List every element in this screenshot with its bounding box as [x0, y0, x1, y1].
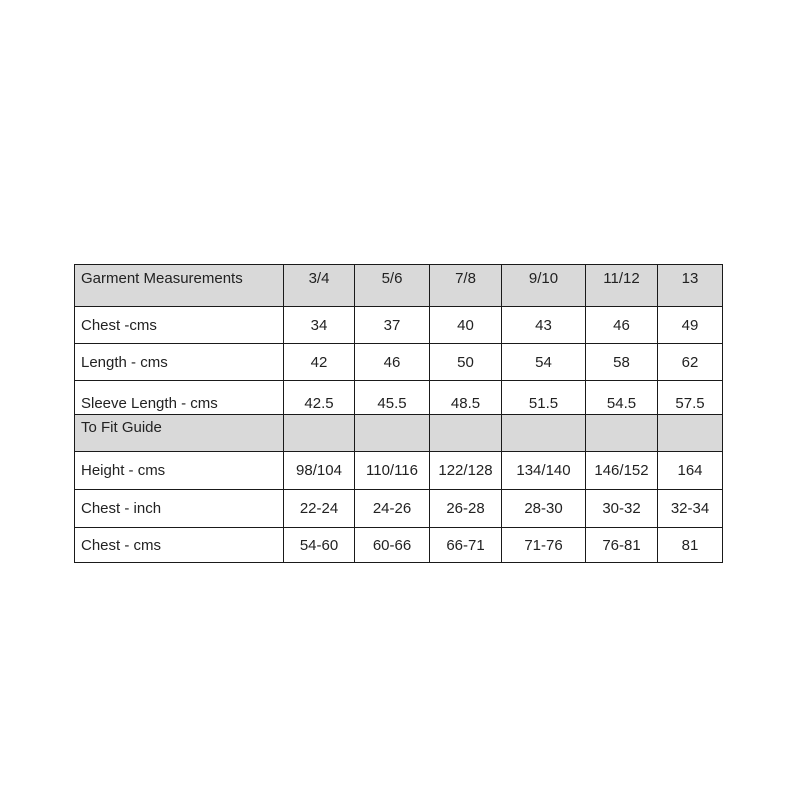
table-row — [75, 381, 723, 415]
table-cell: 98/104 — [284, 452, 355, 490]
size-header-cell: 11/12 — [586, 265, 658, 307]
table-cell: 122/128 — [430, 452, 502, 490]
table-cell: 49 — [658, 307, 723, 344]
row-label-cell: Chest - inch — [75, 490, 284, 528]
table-row — [75, 528, 723, 563]
table-cell: 30-32 — [586, 490, 658, 528]
empty-cell — [502, 415, 586, 452]
table-cell: 45.5 — [355, 381, 430, 415]
row-label-cell: Chest - cms — [75, 528, 284, 563]
table-cell: 54 — [502, 344, 586, 381]
table-cell: 28-30 — [502, 490, 586, 528]
table-row — [75, 307, 723, 344]
table-cell: 42.5 — [284, 381, 355, 415]
table-cell: 110/116 — [355, 452, 430, 490]
table-cell: 34 — [284, 307, 355, 344]
table-cell: 164 — [658, 452, 723, 490]
row-label-cell: Height - cms — [75, 452, 284, 490]
row-label-cell: Sleeve Length - cms — [75, 381, 284, 415]
table-cell: 42 — [284, 344, 355, 381]
table-cell: 40 — [430, 307, 502, 344]
table-cell: 71-76 — [502, 528, 586, 563]
table-row — [75, 490, 723, 528]
table-cell: 60-66 — [355, 528, 430, 563]
row-label-cell: Chest -cms — [75, 307, 284, 344]
table-cell: 48.5 — [430, 381, 502, 415]
table-cell: 76-81 — [586, 528, 658, 563]
empty-cell — [658, 415, 723, 452]
empty-cell — [284, 415, 355, 452]
header-label-cell: Garment Measurements — [75, 265, 284, 307]
table-cell: 66-71 — [430, 528, 502, 563]
size-header-cell: 7/8 — [430, 265, 502, 307]
table-cell: 26-28 — [430, 490, 502, 528]
size-header-cell: 3/4 — [284, 265, 355, 307]
empty-cell — [430, 415, 502, 452]
table-cell: 43 — [502, 307, 586, 344]
table-cell: 51.5 — [502, 381, 586, 415]
table-cell: 57.5 — [658, 381, 723, 415]
table-row — [75, 344, 723, 381]
table-cell: 134/140 — [502, 452, 586, 490]
table-cell: 54.5 — [586, 381, 658, 415]
table-cell: 24-26 — [355, 490, 430, 528]
size-header-cell: 9/10 — [502, 265, 586, 307]
size-chart-table — [74, 264, 723, 563]
table-cell: 46 — [586, 307, 658, 344]
row-label-cell: Length - cms — [75, 344, 284, 381]
table-row — [75, 452, 723, 490]
empty-cell — [586, 415, 658, 452]
table-cell: 50 — [430, 344, 502, 381]
table-cell: 37 — [355, 307, 430, 344]
table-cell: 146/152 — [586, 452, 658, 490]
size-header-cell: 13 — [658, 265, 723, 307]
table-cell: 32-34 — [658, 490, 723, 528]
table-cell: 46 — [355, 344, 430, 381]
section-header-row — [75, 415, 723, 452]
empty-cell — [355, 415, 430, 452]
table-cell: 81 — [658, 528, 723, 563]
size-header-cell: 5/6 — [355, 265, 430, 307]
table-cell: 54-60 — [284, 528, 355, 563]
table-cell: 22-24 — [284, 490, 355, 528]
table-cell: 58 — [586, 344, 658, 381]
table-cell: 62 — [658, 344, 723, 381]
fit-guide-label-cell: To Fit Guide — [75, 415, 284, 452]
header-row — [75, 265, 723, 307]
